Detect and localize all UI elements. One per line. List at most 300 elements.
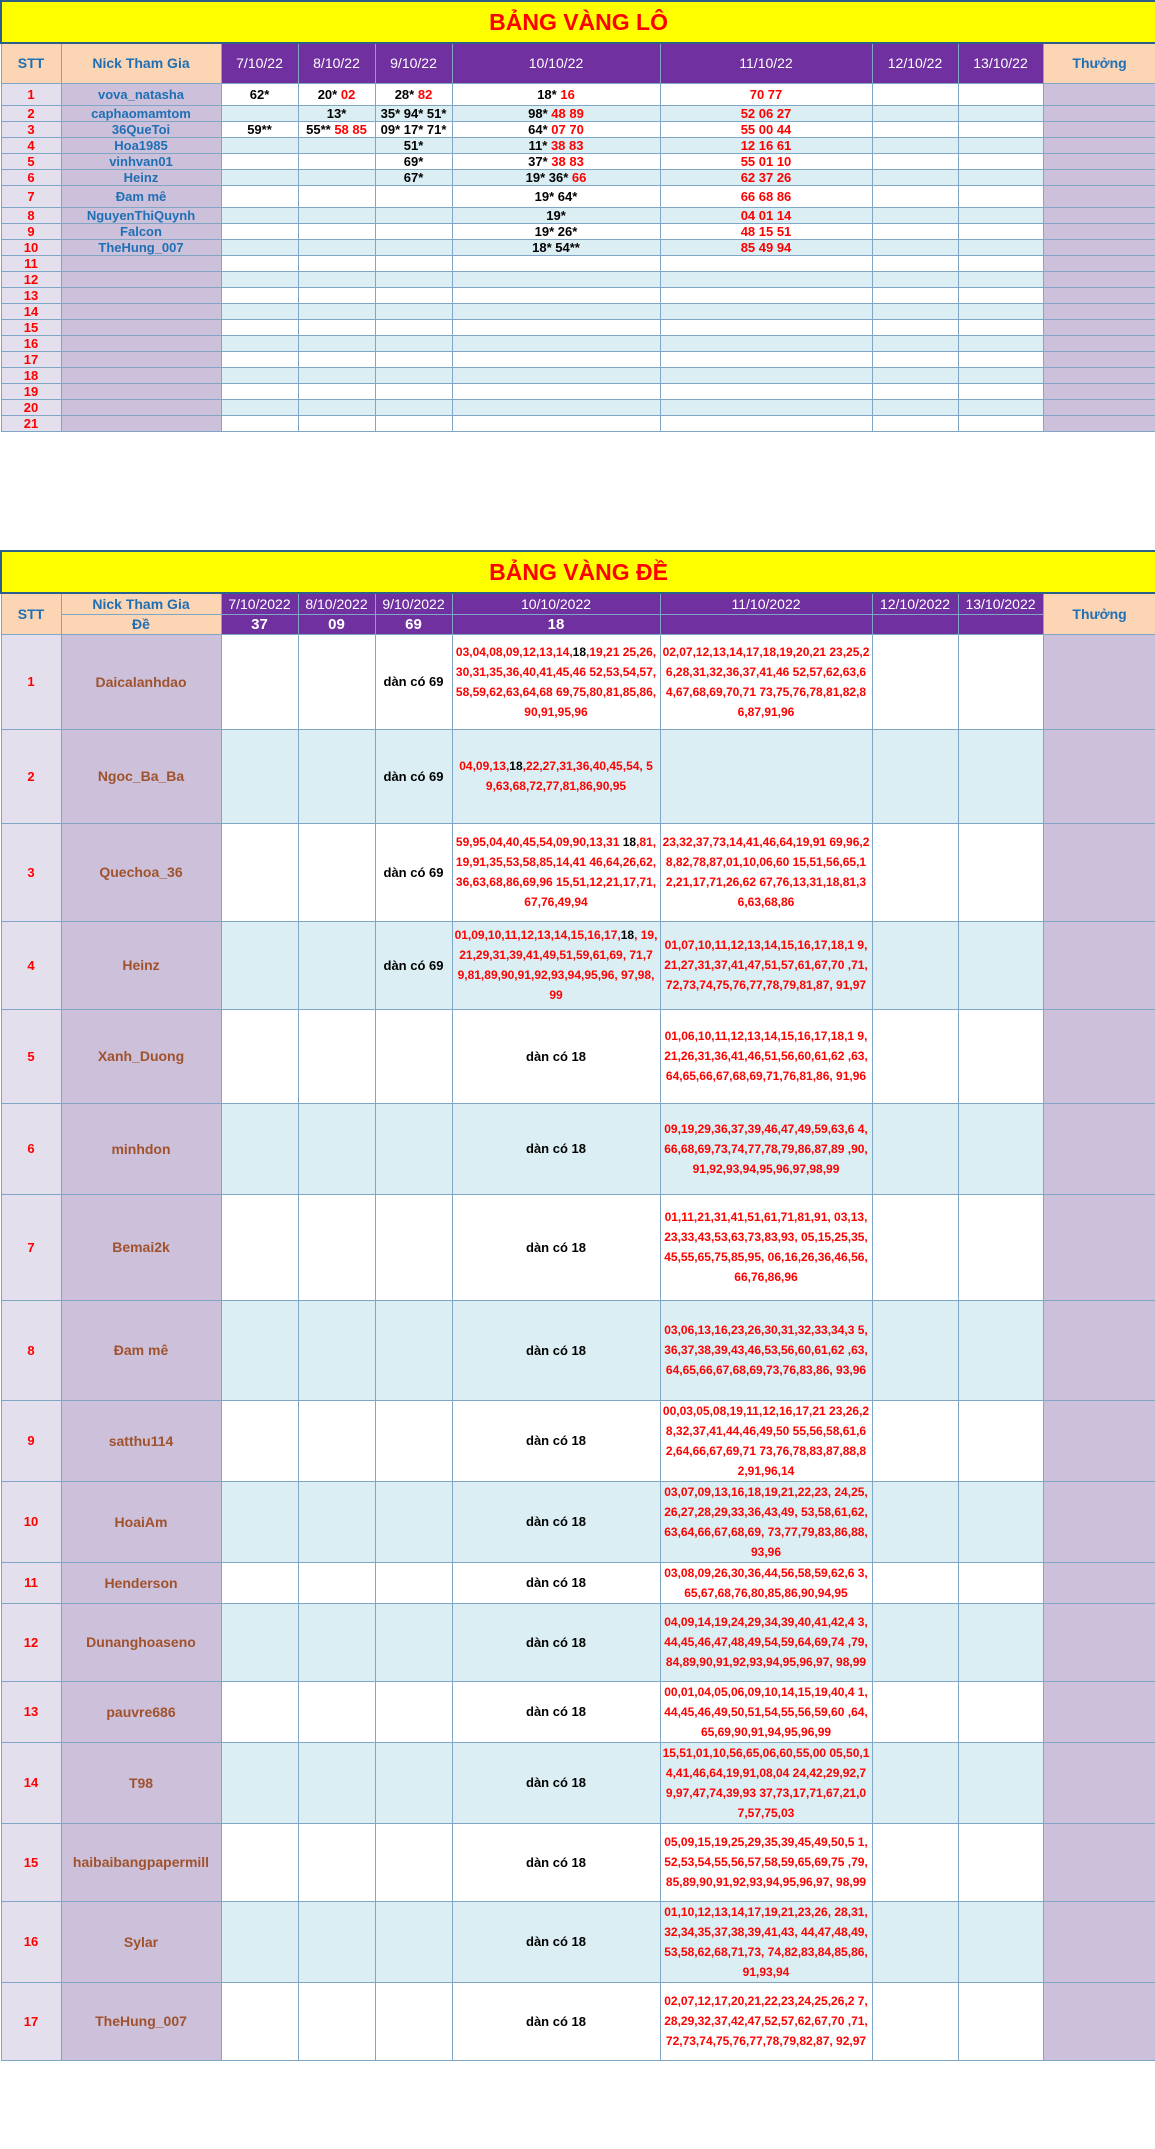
de-cell bbox=[958, 729, 1043, 823]
de-number-list: 00,03,05,08,19,11,12,16,17,21 23,26,28,32,37,41,44,46,49,50 55,56,58,61,62,64,66,67,69,71 73,76,78,83,87,88,82,91,96,14 bbox=[660, 1400, 872, 1481]
row-stt: 13 bbox=[1, 287, 61, 303]
lo-cell bbox=[298, 83, 375, 105]
nick-name: Quechoa_36 bbox=[61, 823, 221, 921]
row-stt: 8 bbox=[1, 207, 61, 223]
lo-row bbox=[1, 153, 1155, 169]
lo-cell: 48 15 51 bbox=[660, 223, 872, 239]
thuong-cell bbox=[1043, 137, 1155, 153]
de-cell bbox=[221, 921, 298, 1009]
row-stt: 5 bbox=[1, 153, 61, 169]
lo-cell bbox=[872, 415, 958, 431]
lo-cell bbox=[452, 351, 660, 367]
lo-pick: 19* 64* bbox=[534, 188, 578, 204]
lo-cell bbox=[298, 239, 375, 255]
de-cell bbox=[375, 1103, 452, 1194]
lo-cell bbox=[958, 287, 1043, 303]
row-stt: 2 bbox=[1, 105, 61, 121]
de-numbers: 04,09,13, bbox=[459, 759, 510, 773]
de-header-thuong: Thưởng bbox=[1043, 593, 1155, 634]
de-result-row bbox=[1, 614, 1155, 634]
thuong-cell bbox=[1043, 1103, 1155, 1194]
lo-row bbox=[1, 383, 1155, 399]
de-cell bbox=[872, 1901, 958, 1982]
de-cell bbox=[298, 1481, 375, 1562]
lo-cell bbox=[958, 335, 1043, 351]
lo-cell bbox=[660, 415, 872, 431]
de-cell bbox=[958, 1742, 1043, 1823]
lo-row bbox=[1, 335, 1155, 351]
lo-cell bbox=[872, 185, 958, 207]
lo-pick: 35* 94* 51* bbox=[380, 105, 447, 121]
lo-row bbox=[1, 351, 1155, 367]
de-cell bbox=[872, 1982, 958, 2060]
row-stt: 15 bbox=[1, 319, 61, 335]
lo-pick-extra: 07 70 bbox=[551, 121, 584, 137]
lo-cell bbox=[958, 153, 1043, 169]
de-cell bbox=[221, 634, 298, 729]
de-cell bbox=[298, 1400, 375, 1481]
lo-cell bbox=[221, 185, 298, 207]
lo-cell: 59** bbox=[221, 121, 298, 137]
de-cell bbox=[872, 1562, 958, 1603]
lo-cell bbox=[660, 383, 872, 399]
de-cell bbox=[298, 1603, 375, 1681]
de-cell bbox=[872, 1400, 958, 1481]
de-cell bbox=[221, 823, 298, 921]
lo-pick-extra: 02 bbox=[340, 86, 356, 102]
lo-cell bbox=[452, 239, 660, 255]
lo-cell bbox=[375, 335, 452, 351]
row-stt: 17 bbox=[1, 1982, 61, 2060]
lo-row bbox=[1, 239, 1155, 255]
lo-cell bbox=[452, 223, 660, 239]
de-result bbox=[958, 614, 1043, 634]
de-number-list bbox=[452, 634, 660, 729]
de-row bbox=[1, 1103, 1155, 1194]
de-cell: dàn có 69 bbox=[375, 823, 452, 921]
row-stt: 13 bbox=[1, 1681, 61, 1742]
thuong-cell bbox=[1043, 105, 1155, 121]
lo-row bbox=[1, 105, 1155, 121]
lo-cell bbox=[375, 169, 452, 185]
de-cell bbox=[375, 1562, 452, 1603]
lo-row bbox=[1, 223, 1155, 239]
lo-pick-extra: 38 83 bbox=[551, 153, 584, 169]
nick-name bbox=[61, 303, 221, 319]
lo-cell bbox=[660, 287, 872, 303]
de-cell bbox=[298, 634, 375, 729]
lo-table bbox=[0, 0, 1155, 432]
nick-name: vova_natasha bbox=[61, 83, 221, 105]
de-number-list bbox=[660, 729, 872, 823]
de-numbers: , 19,21,29,31,39,41,49,51,59,61,69, 71,79,81,89,90,91,92,93,94,95,96, 97,98,99 bbox=[457, 928, 658, 1002]
de-number-list: 09,19,29,36,37,39,46,47,49,59,63,6 4,66,68,69,73,74,77,78,79,86,87,89 ,90,91,92,93,94,95,96,97,98,99 bbox=[660, 1103, 872, 1194]
lo-header-date: 11/10/22 bbox=[660, 43, 872, 83]
row-stt: 6 bbox=[1, 1103, 61, 1194]
lo-cell bbox=[375, 185, 452, 207]
row-stt: 21 bbox=[1, 415, 61, 431]
de-cell bbox=[958, 1194, 1043, 1300]
lo-cell bbox=[221, 287, 298, 303]
thuong-cell bbox=[1043, 383, 1155, 399]
thuong-cell bbox=[1043, 287, 1155, 303]
de-cell bbox=[375, 1009, 452, 1103]
lo-cell bbox=[958, 185, 1043, 207]
lo-cell bbox=[872, 207, 958, 223]
lo-cell: 85 49 94 bbox=[660, 239, 872, 255]
de-cell bbox=[872, 1603, 958, 1681]
nick-name: 36QueToi bbox=[61, 121, 221, 137]
de-cell bbox=[298, 1194, 375, 1300]
lo-cell bbox=[375, 137, 452, 153]
lo-pick-extra: 48 89 bbox=[551, 105, 584, 121]
de-number-list: 04,09,14,19,24,29,34,39,40,41,42,4 3,44,45,46,47,48,49,54,59,64,69,74 ,79,84,89,90,91,92,93,94,95,96,97, 98,99 bbox=[660, 1603, 872, 1681]
lo-cell bbox=[375, 383, 452, 399]
lo-cell bbox=[221, 399, 298, 415]
lo-cell bbox=[298, 271, 375, 287]
lo-cell bbox=[298, 287, 375, 303]
lo-header-stt: STT bbox=[1, 43, 61, 83]
lo-header-date: 8/10/22 bbox=[298, 43, 375, 83]
de-cell bbox=[958, 634, 1043, 729]
de-header-date: 13/10/2022 bbox=[958, 593, 1043, 614]
de-row bbox=[1, 729, 1155, 823]
lo-cell: 62* bbox=[221, 83, 298, 105]
lo-header-date: 12/10/22 bbox=[872, 43, 958, 83]
lo-pick: 18* 54** bbox=[532, 239, 580, 255]
de-cell bbox=[958, 1982, 1043, 2060]
de-cell: dàn có 18 bbox=[452, 1681, 660, 1742]
lo-pick: 98* bbox=[528, 105, 548, 121]
lo-cell bbox=[872, 335, 958, 351]
row-stt: 11 bbox=[1, 1562, 61, 1603]
de-row bbox=[1, 921, 1155, 1009]
lo-cell bbox=[958, 83, 1043, 105]
de-cell bbox=[298, 921, 375, 1009]
thuong-cell bbox=[1043, 1742, 1155, 1823]
de-cell bbox=[221, 1603, 298, 1681]
lo-pick: 51* bbox=[403, 137, 424, 153]
nick-name: HoaiAm bbox=[61, 1481, 221, 1562]
de-cell: dàn có 18 bbox=[452, 1901, 660, 1982]
de-cell bbox=[298, 1742, 375, 1823]
de-cell: dàn có 69 bbox=[375, 921, 452, 1009]
row-stt: 1 bbox=[1, 83, 61, 105]
lo-cell bbox=[298, 319, 375, 335]
thuong-cell bbox=[1043, 83, 1155, 105]
lo-cell bbox=[298, 185, 375, 207]
de-cell bbox=[298, 1103, 375, 1194]
de-cell bbox=[221, 1562, 298, 1603]
lo-cell bbox=[872, 287, 958, 303]
de-cell bbox=[221, 729, 298, 823]
lo-cell bbox=[452, 399, 660, 415]
lo-cell bbox=[221, 335, 298, 351]
thuong-cell bbox=[1043, 319, 1155, 335]
de-cell bbox=[872, 729, 958, 823]
thuong-cell bbox=[1043, 271, 1155, 287]
de-result: 69 bbox=[375, 614, 452, 634]
lo-cell bbox=[298, 223, 375, 239]
lo-cell bbox=[958, 351, 1043, 367]
nick-name bbox=[61, 287, 221, 303]
nick-name: pauvre686 bbox=[61, 1681, 221, 1742]
de-header-nick: Nick Tham Gia bbox=[61, 593, 221, 614]
lo-cell bbox=[221, 239, 298, 255]
lo-cell bbox=[298, 153, 375, 169]
de-header-date: 9/10/2022 bbox=[375, 593, 452, 614]
de-cell bbox=[221, 1009, 298, 1103]
nick-name: Dunanghoaseno bbox=[61, 1603, 221, 1681]
lo-cell bbox=[298, 137, 375, 153]
row-stt: 8 bbox=[1, 1300, 61, 1400]
de-cell bbox=[298, 1901, 375, 1982]
nick-name: NguyenThiQuynh bbox=[61, 207, 221, 223]
lo-cell: 12 16 61 bbox=[660, 137, 872, 153]
thuong-cell bbox=[1043, 921, 1155, 1009]
de-cell bbox=[221, 1681, 298, 1742]
de-cell bbox=[958, 1603, 1043, 1681]
nick-name bbox=[61, 415, 221, 431]
de-cell bbox=[375, 1194, 452, 1300]
lo-cell bbox=[221, 255, 298, 271]
lo-cell bbox=[660, 351, 872, 367]
lo-cell bbox=[298, 121, 375, 137]
lo-cell: 55 01 10 bbox=[660, 153, 872, 169]
lo-title: BẢNG VÀNG LÔ bbox=[1, 1, 1155, 43]
de-cell bbox=[221, 1823, 298, 1901]
lo-cell bbox=[221, 367, 298, 383]
de-header-date: 7/10/2022 bbox=[221, 593, 298, 614]
de-cell: dàn có 18 bbox=[452, 1823, 660, 1901]
row-stt: 4 bbox=[1, 921, 61, 1009]
de-row bbox=[1, 1901, 1155, 1982]
row-stt: 12 bbox=[1, 271, 61, 287]
thuong-cell bbox=[1043, 169, 1155, 185]
lo-cell bbox=[375, 319, 452, 335]
de-cell bbox=[221, 1400, 298, 1481]
de-cell bbox=[375, 1300, 452, 1400]
thuong-cell bbox=[1043, 1194, 1155, 1300]
lo-cell bbox=[452, 271, 660, 287]
lo-cell bbox=[375, 83, 452, 105]
nick-name bbox=[61, 383, 221, 399]
lo-cell bbox=[660, 255, 872, 271]
lo-header-thuong: Thưởng bbox=[1043, 43, 1155, 83]
lo-cell bbox=[958, 255, 1043, 271]
lo-cell bbox=[375, 153, 452, 169]
nick-name: haibaibangpapermill bbox=[61, 1823, 221, 1901]
lo-cell bbox=[958, 105, 1043, 121]
de-header-row bbox=[1, 593, 1155, 614]
thuong-cell bbox=[1043, 823, 1155, 921]
de-number-list: 02,07,12,13,14,17,18,19,20,21 23,25,26,28,31,32,36,37,41,46 52,57,62,63,64,67,68,69,70,71 73,75,76,78,81,82,86,87,91,96 bbox=[660, 634, 872, 729]
de-row bbox=[1, 1603, 1155, 1681]
lo-cell: 70 77 bbox=[660, 83, 872, 105]
de-cell: dàn có 18 bbox=[452, 1103, 660, 1194]
de-row bbox=[1, 634, 1155, 729]
lo-cell bbox=[872, 399, 958, 415]
de-header-stt: STT bbox=[1, 593, 61, 634]
nick-name: Heinz bbox=[61, 921, 221, 1009]
thuong-cell bbox=[1043, 367, 1155, 383]
lo-cell bbox=[452, 255, 660, 271]
row-stt: 3 bbox=[1, 121, 61, 137]
lo-pick: 69* bbox=[403, 153, 424, 169]
lo-cell: 04 01 14 bbox=[660, 207, 872, 223]
lo-cell bbox=[221, 415, 298, 431]
lo-cell bbox=[452, 169, 660, 185]
nick-name: satthu114 bbox=[61, 1400, 221, 1481]
de-cell bbox=[872, 1681, 958, 1742]
lo-cell bbox=[298, 335, 375, 351]
de-cell bbox=[298, 823, 375, 921]
row-stt: 3 bbox=[1, 823, 61, 921]
lo-cell bbox=[958, 415, 1043, 431]
lo-cell bbox=[872, 83, 958, 105]
lo-cell bbox=[958, 271, 1043, 287]
lo-cell: 66 68 86 bbox=[660, 185, 872, 207]
lo-row bbox=[1, 399, 1155, 415]
lo-pick: 11* bbox=[528, 137, 548, 153]
lo-cell bbox=[958, 121, 1043, 137]
de-cell bbox=[958, 1103, 1043, 1194]
lo-cell bbox=[298, 399, 375, 415]
lo-cell bbox=[872, 319, 958, 335]
lo-cell bbox=[221, 303, 298, 319]
lo-cell bbox=[452, 121, 660, 137]
lo-cell bbox=[660, 399, 872, 415]
lo-cell bbox=[221, 153, 298, 169]
row-stt: 9 bbox=[1, 223, 61, 239]
lo-cell bbox=[452, 105, 660, 121]
nick-name: Hoa1985 bbox=[61, 137, 221, 153]
de-number-list: 01,06,10,11,12,13,14,15,16,17,18,1 9,21,26,31,36,41,46,51,56,60,61,62 ,63,64,65,66,67,68,69,71,76,81,86, 91,96 bbox=[660, 1009, 872, 1103]
lo-cell bbox=[958, 137, 1043, 153]
row-stt: 7 bbox=[1, 1194, 61, 1300]
lo-cell bbox=[375, 351, 452, 367]
lo-row bbox=[1, 415, 1155, 431]
de-number-list: 00,01,04,05,06,09,10,14,15,19,40,4 1,44,45,46,49,50,51,54,55,56,59,60 ,64,65,69,90,91,94,95,96,99 bbox=[660, 1681, 872, 1742]
lo-cell bbox=[958, 223, 1043, 239]
thuong-cell bbox=[1043, 415, 1155, 431]
lo-cell bbox=[452, 207, 660, 223]
nick-name: Heinz bbox=[61, 169, 221, 185]
de-cell bbox=[958, 921, 1043, 1009]
lo-pick: 18* bbox=[537, 86, 557, 102]
de-numbers: ,81,19,91,35,53,58,85,14,41 46,64,26,62,36,63,68,86,69,96 15,51,12,21,17,71,67,76,49,94 bbox=[455, 835, 657, 909]
lo-cell bbox=[375, 271, 452, 287]
de-row bbox=[1, 1400, 1155, 1481]
lo-cell bbox=[375, 121, 452, 137]
lo-cell bbox=[872, 351, 958, 367]
lo-cell bbox=[221, 169, 298, 185]
de-cell: dàn có 18 bbox=[452, 1603, 660, 1681]
lo-cell: 52 06 27 bbox=[660, 105, 872, 121]
de-cell bbox=[872, 1481, 958, 1562]
de-cell bbox=[221, 1742, 298, 1823]
de-cell: dàn có 18 bbox=[452, 1742, 660, 1823]
lo-cell bbox=[221, 223, 298, 239]
lo-cell bbox=[221, 383, 298, 399]
thuong-cell bbox=[1043, 239, 1155, 255]
thuong-cell bbox=[1043, 1300, 1155, 1400]
lo-pick: 64* bbox=[528, 121, 548, 137]
lo-pick: 09* 17* 71* bbox=[380, 121, 447, 137]
lo-header-date: 9/10/22 bbox=[375, 43, 452, 83]
lo-row bbox=[1, 185, 1155, 207]
lo-header-row bbox=[1, 43, 1155, 83]
lo-cell bbox=[298, 367, 375, 383]
lo-cell bbox=[872, 239, 958, 255]
nick-name: Bemai2k bbox=[61, 1194, 221, 1300]
de-cell bbox=[375, 1603, 452, 1681]
lo-cell bbox=[872, 303, 958, 319]
de-number-list: 02,07,12,17,20,21,22,23,24,25,26,2 7,28,29,32,37,42,47,52,57,62,67,70 ,71,72,73,74,75,76,77,78,79,82,87, 92,97 bbox=[660, 1982, 872, 2060]
de-header-date: 10/10/2022 bbox=[452, 593, 660, 614]
nick-name bbox=[61, 367, 221, 383]
lo-pick: 13* bbox=[326, 105, 347, 121]
de-row bbox=[1, 823, 1155, 921]
de-cell: dàn có 18 bbox=[452, 1194, 660, 1300]
thuong-cell bbox=[1043, 335, 1155, 351]
row-stt: 4 bbox=[1, 137, 61, 153]
lo-row bbox=[1, 255, 1155, 271]
de-cell: dàn có 18 bbox=[452, 1982, 660, 2060]
de-cell bbox=[298, 1823, 375, 1901]
de-hit-number: 18 bbox=[572, 644, 587, 659]
de-cell bbox=[958, 1562, 1043, 1603]
de-cell bbox=[872, 1103, 958, 1194]
de-cell bbox=[872, 1300, 958, 1400]
thuong-cell bbox=[1043, 185, 1155, 207]
thuong-cell bbox=[1043, 1901, 1155, 1982]
nick-name: caphaomamtom bbox=[61, 105, 221, 121]
lo-cell bbox=[221, 351, 298, 367]
lo-row bbox=[1, 83, 1155, 105]
lo-pick-extra: 38 83 bbox=[550, 137, 584, 153]
thuong-cell bbox=[1043, 634, 1155, 729]
thuong-cell bbox=[1043, 121, 1155, 137]
de-numbers: 03,04,08,09,12,13,14, bbox=[455, 644, 573, 659]
row-stt: 18 bbox=[1, 367, 61, 383]
lo-cell bbox=[221, 105, 298, 121]
nick-name bbox=[61, 319, 221, 335]
lo-row bbox=[1, 367, 1155, 383]
lo-cell bbox=[452, 383, 660, 399]
de-cell bbox=[221, 1982, 298, 2060]
lo-cell bbox=[221, 319, 298, 335]
de-header-date: 8/10/2022 bbox=[298, 593, 375, 614]
de-number-list: 01,11,21,31,41,51,61,71,81,91, 03,13,23,33,43,53,63,73,83,93, 05,15,25,35,45,55,65,75,85,95, 06,16,26,36,46,56,66,76,86,96 bbox=[660, 1194, 872, 1300]
row-stt: 10 bbox=[1, 1481, 61, 1562]
row-stt: 14 bbox=[1, 303, 61, 319]
lo-cell bbox=[298, 415, 375, 431]
de-cell bbox=[298, 729, 375, 823]
thuong-cell bbox=[1043, 1481, 1155, 1562]
row-stt: 15 bbox=[1, 1823, 61, 1901]
de-cell bbox=[298, 1009, 375, 1103]
row-stt: 2 bbox=[1, 729, 61, 823]
nick-name: Ngoc_Ba_Ba bbox=[61, 729, 221, 823]
de-header-de: Đề bbox=[61, 614, 221, 634]
de-cell bbox=[872, 921, 958, 1009]
lo-cell bbox=[660, 335, 872, 351]
lo-cell bbox=[298, 169, 375, 185]
nick-name: vinhvan01 bbox=[61, 153, 221, 169]
de-cell: dàn có 69 bbox=[375, 634, 452, 729]
lo-cell bbox=[872, 367, 958, 383]
